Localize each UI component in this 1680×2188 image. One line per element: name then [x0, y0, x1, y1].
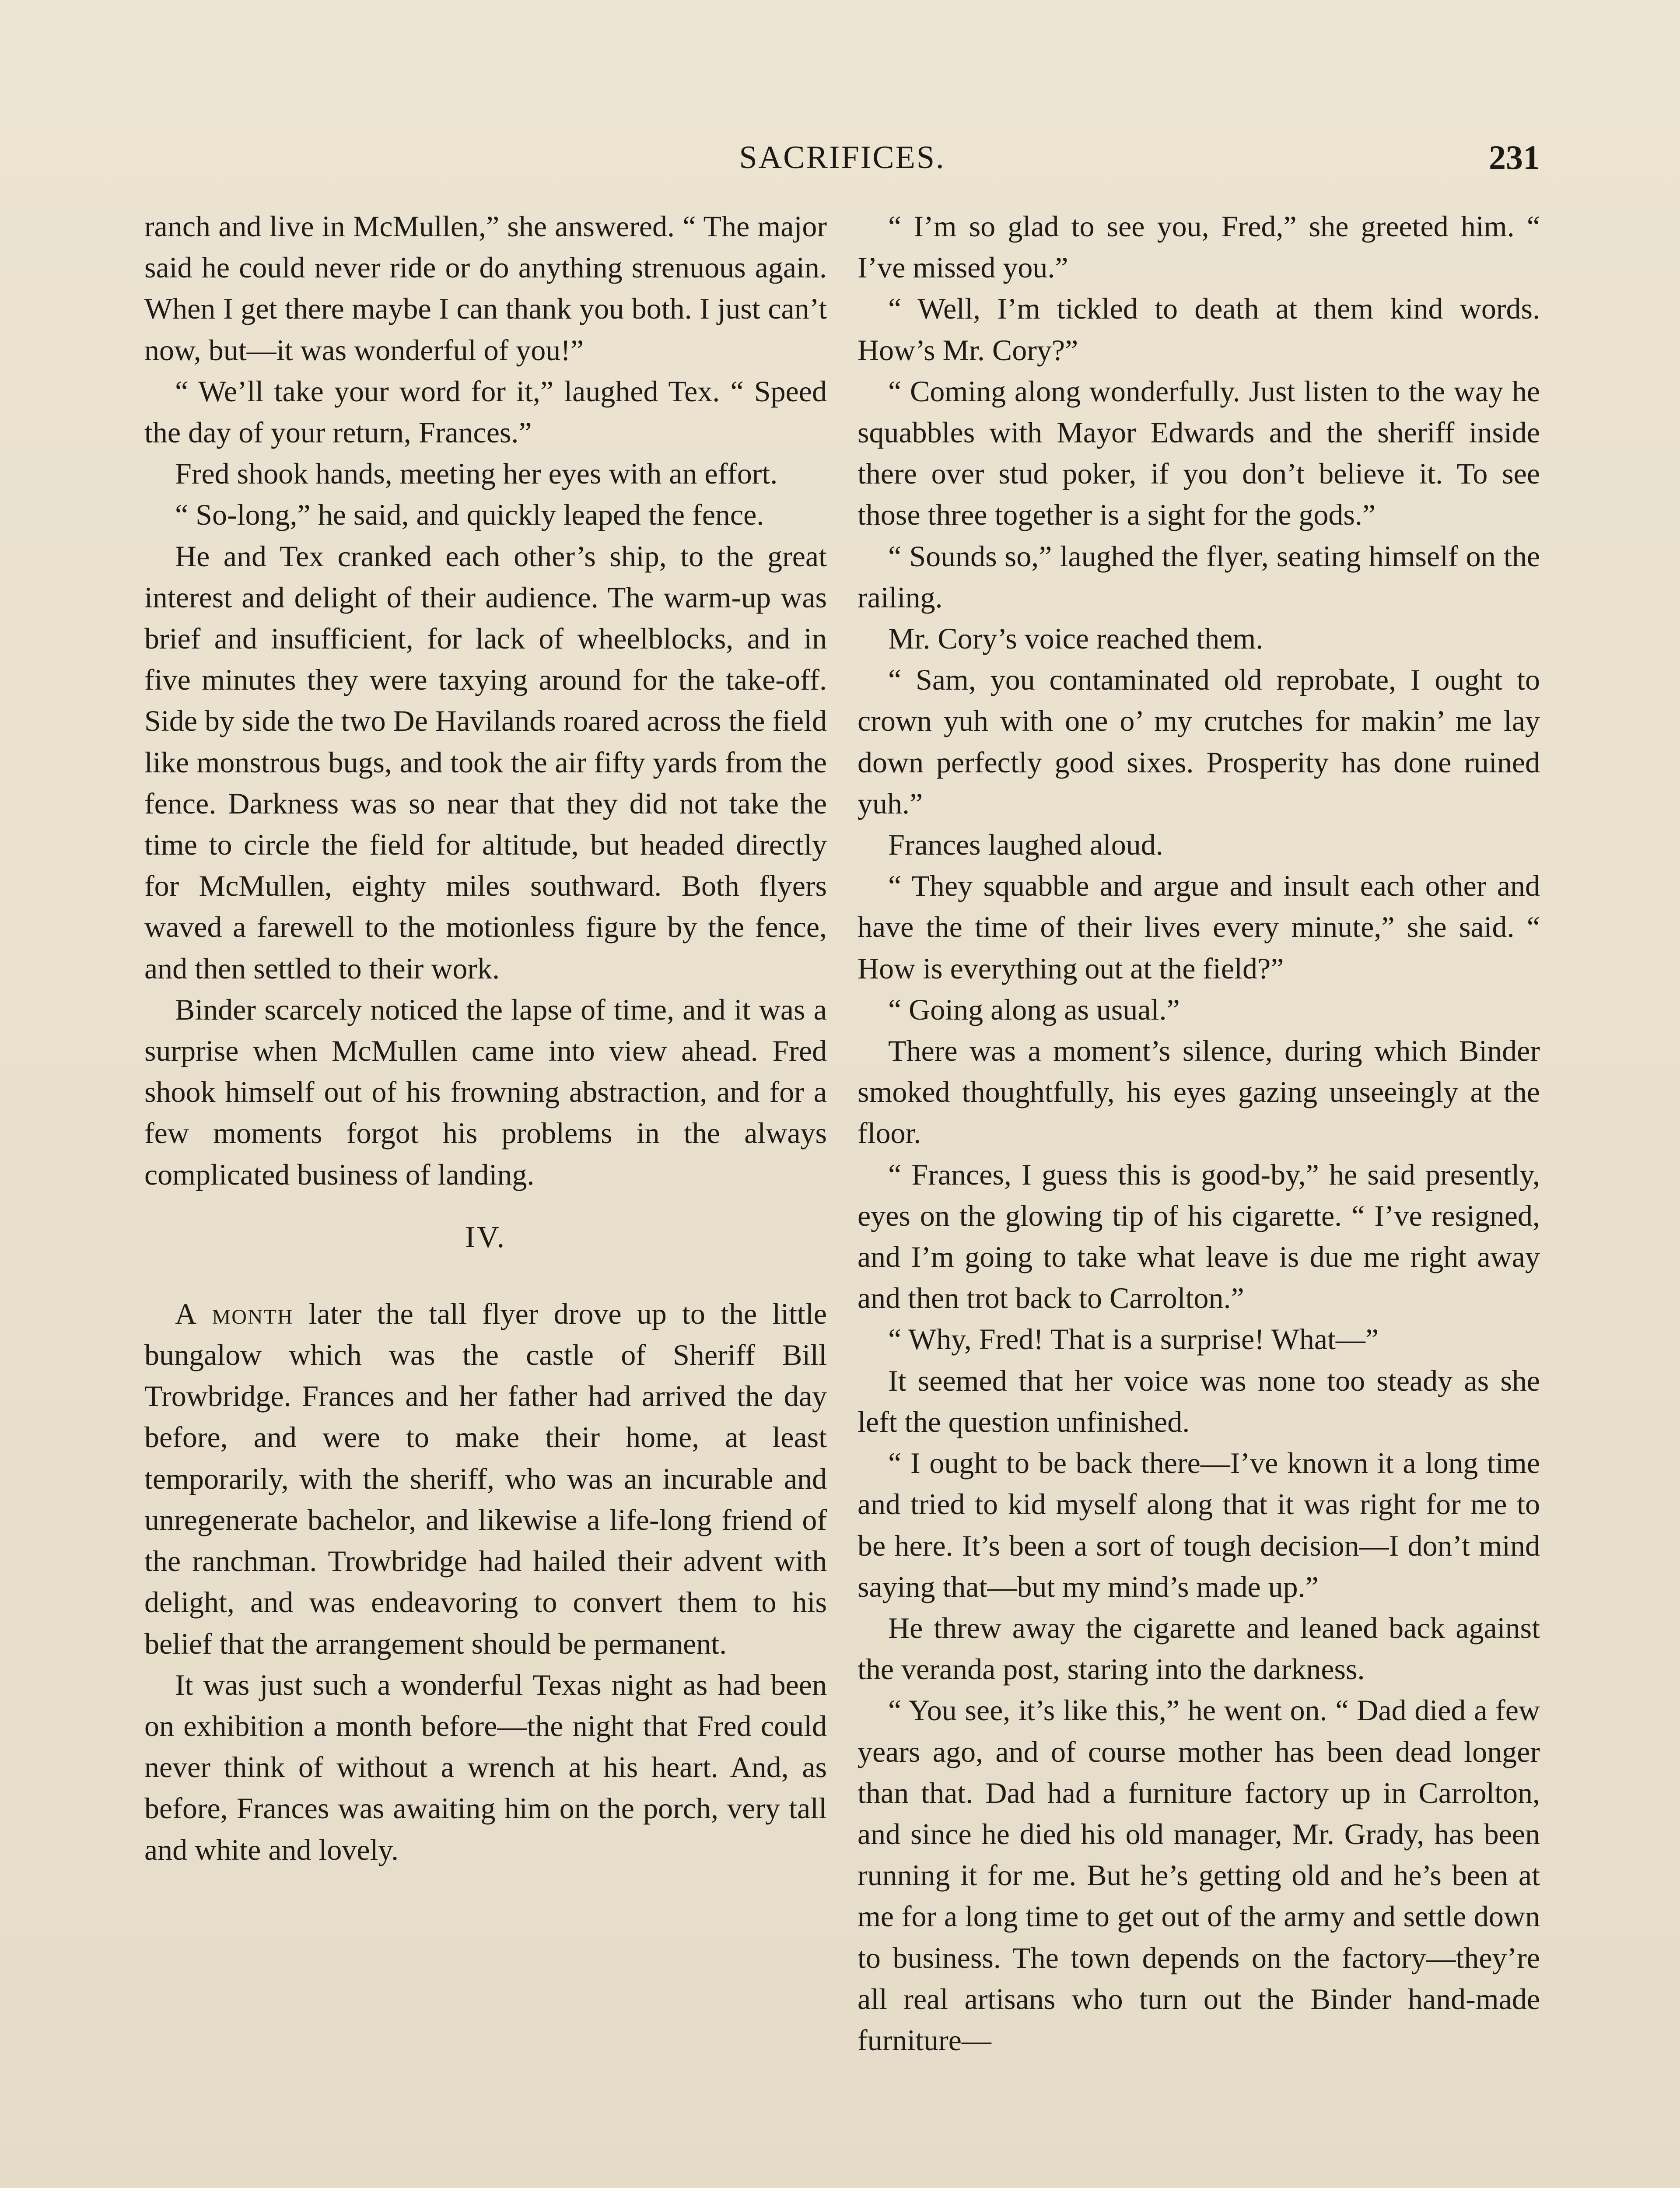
paragraph: It seemed that her voice was none too steady as she left the question unfinished.	[858, 1364, 1540, 1438]
paragraph: Frances laughed aloud.	[888, 828, 1163, 862]
paragraph: “ Frances, I guess this is good-by,” he said presently, eyes on the glowing tip of his cigarette. “ I’ve resigned, and I’m going to take what leave is due me right away and then trot back to Carrolton.”	[858, 1157, 1540, 1315]
paragraph: “ Coming along wonderfully. Just listen to the way he squabbles with Mayor Edwards and the sheriff inside there over stud poker, if you don’t believe it. To see those three together is a sight for the gods.”	[858, 374, 1540, 532]
page-number: 231	[1489, 138, 1540, 176]
page-header	[144, 131, 1540, 184]
paragraph: Fred shook hands, meeting her eyes with an effort.	[175, 457, 778, 491]
left-column	[144, 206, 827, 1870]
paragraph: “ Why, Fred! That is a surprise! What—”	[888, 1322, 1379, 1356]
paragraph: “ I’m so glad to see you, Fred,” she greeted him. “ I’ve missed you.”	[858, 210, 1540, 284]
paragraph: Binder scarcely noticed the lapse of time, and it was a surprise when McMullen came into view ahead. Fred shook himself out of his frowning abstraction, and for a few moments forgot his problems in the always complicated business of landing.	[144, 992, 827, 1191]
paragraph: ranch and live in McMullen,” she answered. “ The major said he could never ride or do anything strenuous again. When I get there maybe I can thank you both. I just can’t now, but—it was wonderful of you!”	[144, 210, 827, 367]
paragraph: “ Well, I’m tickled to death at them kind words. How’s Mr. Cory?”	[858, 292, 1540, 367]
paragraph: Mr. Cory’s voice reached them.	[888, 622, 1264, 656]
right-column	[858, 206, 1540, 2061]
section-heading: IV.	[465, 1220, 507, 1254]
paragraph: There was a moment’s silence, during which Binder smoked thoughtfully, his eyes gazing unseeingly at the floor.	[858, 1034, 1540, 1150]
paragraph: “ Going along as usual.”	[888, 992, 1180, 1026]
paragraph: “ I ought to be back there—I’ve known it a long time and tried to kid myself along that it was right for me to be here. It’s been a sort of tough decision—I don’t mind saying that—but my mind’s made up.”	[858, 1446, 1540, 1603]
paragraph: “ Sounds so,” laughed the flyer, seating himself on the railing.	[858, 539, 1540, 614]
paragraph: “ They squabble and argue and insult each other and have the time of their lives every minute,” she said. “ How is everything out at the field?”	[858, 869, 1540, 985]
paragraph: “ We’ll take your word for it,” laughed Tex. “ Speed the day of your return, Frances.”	[144, 374, 827, 449]
paragraph: He and Tex cranked each other’s ship, to the great interest and delight of their audience. The warm-up was brief and insufficient, for lack of wheelblocks, and in five minutes they were taxying around for the take-off. Side by side the two De Havilands roared across the field like monstrous bugs, and took the air fifty yards from the fence. Darkness was so near that they did not take the time to circle the field for altitude, but headed directly for McMullen, eighty miles southward. Both flyers waved a farewell to the motionless figure by the fence, and then settled to their work.	[144, 539, 827, 985]
paragraph: “ You see, it’s like this,” he went on. “ Dad died a few years ago, and of course mother has been dead longer than that. Dad had a furniture factory up in Carrolton, and since he died his old manager, Mr. Grady, has been running it for me. But he’s getting old and he’s been at me for a long time to get out of the army and settle down to business. The town depends on the factory—they’re all real artisans who turn out the Binder hand-made furniture—	[858, 1694, 1540, 2057]
paragraph: “ Sam, you contaminated old reprobate, I ought to crown yuh with one o’ my crutches for makin’ me lay down perfectly good sixes. Prosperity has done ruined yuh.”	[858, 663, 1540, 820]
paragraph-lead-in: A month	[175, 1297, 294, 1330]
running-title: SACRIFICES.	[739, 140, 945, 175]
paragraph	[144, 1293, 827, 1664]
paragraph: “ So-long,” he said, and quickly leaped the fence.	[175, 498, 764, 532]
paragraph: It was just such a wonderful Texas night as had been on exhibition a month before—the night that Fred could never think of without a wrench at his heart. And, as before, Frances was awaiting him on the porch, very tall and white and lovely.	[144, 1668, 827, 1866]
paragraph-body: later the tall flyer drove up to the little bungalow which was the castle of Sheriff Bill Trowbridge. Frances and her father had arrived the day before, and were to make their home, at least temporarily, with the sheriff, who was an incurable and unregenerate bachelor, and likewise a life-long friend of the ranchman. Trowbridge had hailed their advent with delight, and was endeavoring to convert them to his belief that the arrangement should be permanent.	[144, 1297, 827, 1660]
paragraph: He threw away the cigarette and leaned back against the veranda post, staring into the darkness.	[858, 1611, 1540, 1686]
